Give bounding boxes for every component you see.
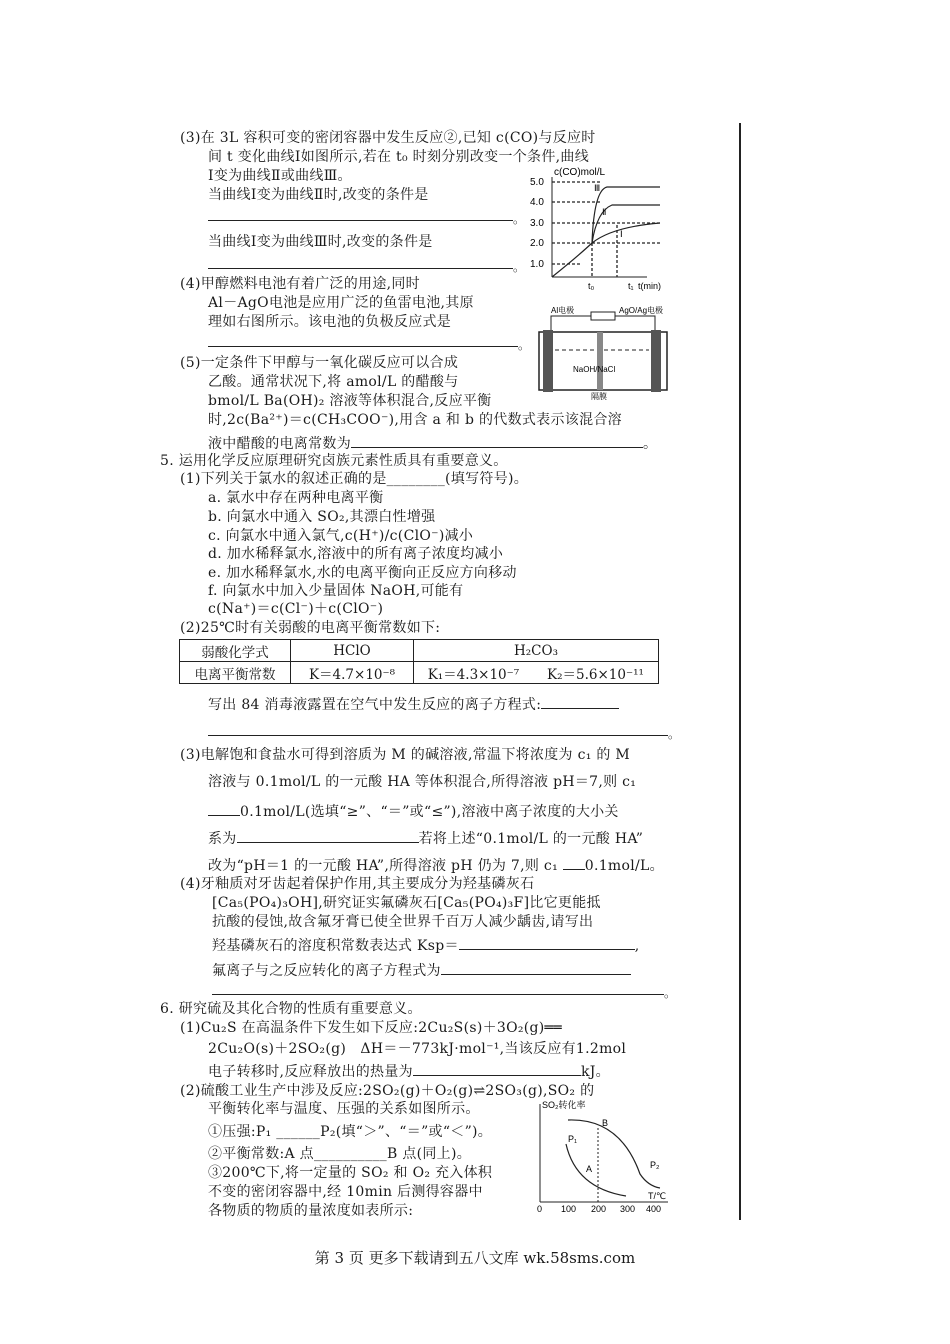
q4-p3-line4: 当曲线Ⅰ变为曲线Ⅱ时,改变的条件是 — [208, 187, 429, 203]
ytick-3: 3.0 — [530, 218, 544, 229]
label-I: Ⅰ — [620, 229, 623, 239]
xtick-100: 100 — [561, 1204, 577, 1214]
th-hclo: HClO — [291, 640, 414, 662]
battery-diagram — [533, 302, 675, 402]
q4-p4-line2: Al－AgO电池是应用广泛的鱼雷电池,其原 — [208, 295, 474, 311]
answer-blank — [212, 994, 664, 995]
curve-P1 — [566, 1144, 626, 1196]
q6-p2-line1: (2)硫酸工业生产中涉及反应:2SO₂(g)＋O₂(g)⇌2SO₃(g),SO₂ 的 — [180, 1083, 595, 1099]
q6-p2-line2: 平衡转化率与温度、压强的关系如图所示。 — [208, 1101, 480, 1117]
label-B: B — [602, 1118, 609, 1128]
answer-blank — [208, 735, 668, 736]
label-al-electrode: Al电极 — [551, 306, 575, 315]
label-P1: P₁ — [568, 1134, 578, 1144]
co-concentration-chart — [522, 165, 677, 295]
ytick-4: 4.0 — [530, 197, 544, 208]
q5-p3-line5: 改为“pH＝1 的一元酸 HA”,所得溶液 pH 仍为 7,则 c₁ 0.1mol/L。 — [208, 855, 664, 875]
xtick-0: 0 — [537, 1204, 543, 1214]
q6-p2-line4: ②平衡常数:A 点__________B 点(同上)。 — [208, 1146, 472, 1162]
q6-p2-line6: 不变的密闭容器中,经 10min 后测得容器中 — [208, 1184, 483, 1200]
th-acid: 弱酸化学式 — [180, 640, 291, 662]
q4-p3-line5: 当曲线Ⅰ变为曲线Ⅲ时,改变的条件是 — [208, 234, 433, 250]
td-k-hclo: K＝4.7×10⁻⁸ — [291, 662, 414, 684]
q5-p3-line2: 溶液与 0.1mol/L 的一元酸 HA 等体积混合,所得溶液 pH＝7,则 c₁ — [208, 774, 637, 790]
q4-p5-line3: bmol/L Ba(OH)₂ 溶液等体积混合,反应平衡 — [208, 393, 492, 409]
q5-p1: (1)下列关于氯水的叙述正确的是________(填写符号)。 — [180, 471, 529, 487]
q5-p4-line5: 氟离子与之反应转化的离子方程式为 — [212, 960, 631, 980]
q5-opt-e: e. 加水稀释氯水,水的电离平衡向正反应方向移动 — [208, 565, 517, 581]
q4-p4-line1: (4)甲醇燃料电池有着广泛的用途,同时 — [180, 276, 420, 292]
xtick-400: 400 — [646, 1204, 662, 1214]
q4-p5-line2: 乙酸。通常状况下,将 amol/L 的醋酸与 — [208, 374, 459, 390]
q5-p3-line4: 系为 若将上述“0.1mol/L 的一元酸 HA” — [208, 828, 643, 848]
q4-p5-line4: 时,2c(Ba²⁺)＝c(CH₃COO⁻),用含 a 和 b 的代数式表示该混合溶 — [208, 412, 622, 428]
acid-constant-table — [179, 639, 659, 684]
q6-p1-line2: 2Cu₂O(s)＋2SO₂(g) ΔH＝－773kJ·mol⁻¹,当该反应有1.2mol — [208, 1041, 627, 1057]
exam-page: (3)在 3L 容积可变的密闭容器中发生反应②,已知 c(CO)与反应时 间 t 变化曲线Ⅰ如图所示,若在 t₀ 时刻分别改变一个条件,曲线 Ⅰ变为曲线Ⅱ或曲线Ⅲ。 当曲线Ⅰ变为曲线Ⅱ时,改变的条件是 。 当曲线Ⅰ变为曲线Ⅲ时,改变的条件是 。 (4)甲醇燃料电池有着广泛的用途,同时 Al－AgO电池是应用广泛的鱼雷电池,其原 理如右图所示。该电池的负极反应式是 。 (5)一定条件下甲醇与一氧化碳反应可以合成 乙酸。通常状况下,将 amol/L 的醋酸与 bmol/L Ba(OH)₂ 溶液等体积混合,反应平衡 时,2c(Ba²⁺)＝c(CH₃COO⁻),用含 a 和 b 的代数式表示该混合溶 液中醋酸的电离常数为 。 c(CO)mol/L 5.0 4.0 3.0 2.0 1.0 Ⅲ Ⅱ Ⅰ t₀ t₁ t(min) Al电极 AgO/Ag电极 NaOH/NaCl 隔膜 5. 运用化学反应原理研究卤族元素性质具有重要意义。 (1)下列关于氯水的叙述正确的是________(填写符号)。 a. 氯水中存在两种电离平衡 b. 向氯水中通入 SO₂,其漂白性增强 c. 向氯水中通入氯气,c(H⁺)/c(ClO⁻)减小 d. 加水稀释氯水,溶液中的所有离子浓度均减小 e. 加水稀释氯水,水的电离平衡向正反应方向移动 f. 向氯水中加入少量固体 NaOH,可能有 c(Na⁺)＝c(Cl⁻)＋c(ClO⁻) (2)25℃时有关弱酸的电离平衡常数如下: 弱酸化学式 HClO H₂CO₃ 电离平衡常数 K＝4.7×10⁻⁸ K₁＝4.3×10⁻⁷ K₂＝5.6×10⁻¹¹ 写出 84 消毒液露置在空气中发生反应的离子方程式: 。 (3)电解饱和食盐水可得到溶质为 M 的碱溶液,常温下将浓度为 c₁ 的 M 溶液与 0.1mol/L 的一元酸 HA 等体积混合,所得溶液 pH＝7,则 c₁ 0.1mol/L(选填“≥”、“＝”或“≤”),溶液中离子浓度的大小关 系为 若将上述“0.1mol/L 的一元酸 HA” 改为“pH＝1 的一元酸 HA”,所得溶液 pH 仍为 7,则 c₁ 0.1mol/L。 (4)牙釉质对牙齿起着保护作用,其主要成分为羟基磷灰石 [Ca₅(PO₄)₃OH],研究证实氟磷灰石[Ca₅(PO₄)₃F]比它更能抵 抗酸的侵蚀,故含氟牙膏已使全世界千百万人减少龋齿,请写出 羟基磷灰石的溶度积常数表达式 Ksp＝ , 氟离子与之反应转化的离子方程式为 。 6. 研究硫及其化合物的性质有重要意义。 (1)Cu₂S 在高温条件下发生如下反应:2Cu₂S(s)＋3O₂(g)══ 2Cu₂O(s)＋2SO₂(g) ΔH＝－773kJ·mol⁻¹,当该反应有1.2mol 电子转移时,反应释放出的热量为 kJ。 (2)硫酸工业生产中涉及反应:2SO₂(g)＋O₂(g)⇌2SO₃(g),SO₂ 的 平衡转化率与温度、压强的关系如图所示。 ①压强:P₁ ______P₂(填“＞”、“＝”或“＜”)。 ②平衡常数:A 点__________B 点(同上)。 ③200℃下,将一定量的 SO₂ 和 O₂ 充入体积 不变的密闭容器中,经 10min 后测得容器中 各物质的物质的量浓度如表所示: SO₂转化率 T/℃ 0 100 200 300 400 P₁ P₂ A B 第 3 页 更多下载请到五八文库 wk.58sms.com — [0, 0, 950, 1344]
ytick-5: 5.0 — [530, 177, 544, 188]
q5-p4-line1: (4)牙釉质对牙齿起着保护作用,其主要成分为羟基磷灰石 — [180, 876, 535, 892]
xtick-t: t(min) — [638, 281, 661, 291]
q6-title: 6. 研究硫及其化合物的性质有重要意义。 — [160, 1001, 422, 1017]
q4-p3-line2: 间 t 变化曲线Ⅰ如图所示,若在 t₀ 时刻分别改变一个条件,曲线 — [208, 149, 589, 165]
q5-opt-c: c. 向氯水中通入氯气,c(H⁺)/c(ClO⁻)减小 — [208, 528, 474, 544]
q4-p3-line3: Ⅰ变为曲线Ⅱ或曲线Ⅲ。 — [208, 168, 352, 184]
label-solution: NaOH/NaCl — [573, 365, 616, 374]
q5-p4-line4: 羟基磷灰石的溶度积常数表达式 Ksp＝ , — [212, 935, 640, 955]
td-label: 电离平衡常数 — [180, 662, 291, 684]
label-P2: P₂ — [650, 1160, 660, 1170]
q5-p2: (2)25℃时有关弱酸的电离平衡常数如下: — [180, 620, 441, 636]
q5-p4-line2: [Ca₅(PO₄)₃OH],研究证实氟磷灰石[Ca₅(PO₄)₃F]比它更能抵 — [212, 895, 601, 911]
page-footer: 第 3 页 更多下载请到五八文库 wk.58sms.com — [314, 1249, 636, 1267]
ytick-2: 2.0 — [530, 238, 544, 249]
so2-conversion-chart — [528, 1098, 678, 1216]
q4-p3-line1: (3)在 3L 容积可变的密闭容器中发生反应②,已知 c(CO)与反应时 — [180, 130, 596, 146]
q6-p2-line3: ①压强:P₁ ______P₂(填“＞”、“＝”或“＜”)。 — [208, 1124, 493, 1140]
answer-blank — [208, 268, 513, 269]
q5-p3-line1: (3)电解饱和食盐水可得到溶质为 M 的碱溶液,常温下将浓度为 c₁ 的 M — [180, 747, 631, 763]
chart-so2-xlabel: T/℃ — [648, 1191, 667, 1201]
q5-opt-a: a. 氯水中存在两种电离平衡 — [208, 490, 384, 506]
label-ago-electrode: AgO/Ag电极 — [619, 306, 664, 315]
label-A: A — [586, 1164, 593, 1174]
ytick-1: 1.0 — [530, 259, 544, 270]
answer-blank — [208, 346, 518, 347]
q6-p2-line7: 各物质的物质的量浓度如表所示: — [208, 1203, 414, 1219]
label-II: Ⅱ — [602, 207, 607, 217]
chart-so2-ylabel: SO₂转化率 — [542, 1100, 586, 1110]
xtick-t0: t₀ — [588, 281, 595, 291]
td-k2: K₂＝5.6×10⁻¹¹ — [533, 662, 659, 684]
q5-title: 5. 运用化学反应原理研究卤族元素性质具有重要意义。 — [160, 453, 508, 469]
th-h2co3: H₂CO₃ — [414, 640, 659, 662]
xtick-200: 200 — [591, 1204, 607, 1214]
q4-p5-line5: 液中醋酸的电离常数为 。 — [208, 433, 657, 453]
q6-p2-line5: ③200℃下,将一定量的 SO₂ 和 O₂ 充入体积 — [208, 1165, 493, 1181]
curve-I — [552, 223, 660, 277]
q5-opt-b: b. 向氯水中通入 SO₂,其漂白性增强 — [208, 509, 436, 525]
q6-p1-line3: 电子转移时,反应释放出的热量为 kJ。 — [208, 1061, 610, 1081]
label-membrane: 隔膜 — [591, 392, 607, 401]
q5-opt-d: d. 加水稀释氯水,溶液中的所有离子浓度均减小 — [208, 546, 504, 562]
column-divider — [739, 123, 741, 1220]
q5-p2-question: 写出 84 消毒液露置在空气中发生反应的离子方程式: — [208, 694, 619, 714]
q5-opt-f2: c(Na⁺)＝c(Cl⁻)＋c(ClO⁻) — [208, 601, 384, 617]
q6-p1-line1: (1)Cu₂S 在高温条件下发生如下反应:2Cu₂S(s)＋3O₂(g)══ — [180, 1020, 563, 1036]
q5-opt-f1: f. 向氯水中加入少量固体 NaOH,可能有 — [208, 583, 464, 599]
xtick-300: 300 — [620, 1204, 636, 1214]
q5-p4-line3: 抗酸的侵蚀,故含氟牙膏已使全世界千百万人减少龋齿,请写出 — [212, 914, 594, 930]
q4-p4-line3: 理如右图所示。该电池的负极反应式是 — [208, 314, 452, 330]
td-k1: K₁＝4.3×10⁻⁷ — [414, 662, 533, 684]
label-III: Ⅲ — [594, 183, 601, 193]
answer-blank — [208, 220, 513, 221]
curve-P2 — [568, 1120, 660, 1188]
q4-p5-line1: (5)一定条件下甲醇与一氧化碳反应可以合成 — [180, 355, 459, 371]
xtick-t1: t₁ — [628, 281, 634, 291]
chart-co-ylabel: c(CO)mol/L — [554, 167, 606, 178]
q5-p3-line3: 0.1mol/L(选填“≥”、“＝”或“≤”),溶液中离子浓度的大小关 — [208, 801, 619, 821]
